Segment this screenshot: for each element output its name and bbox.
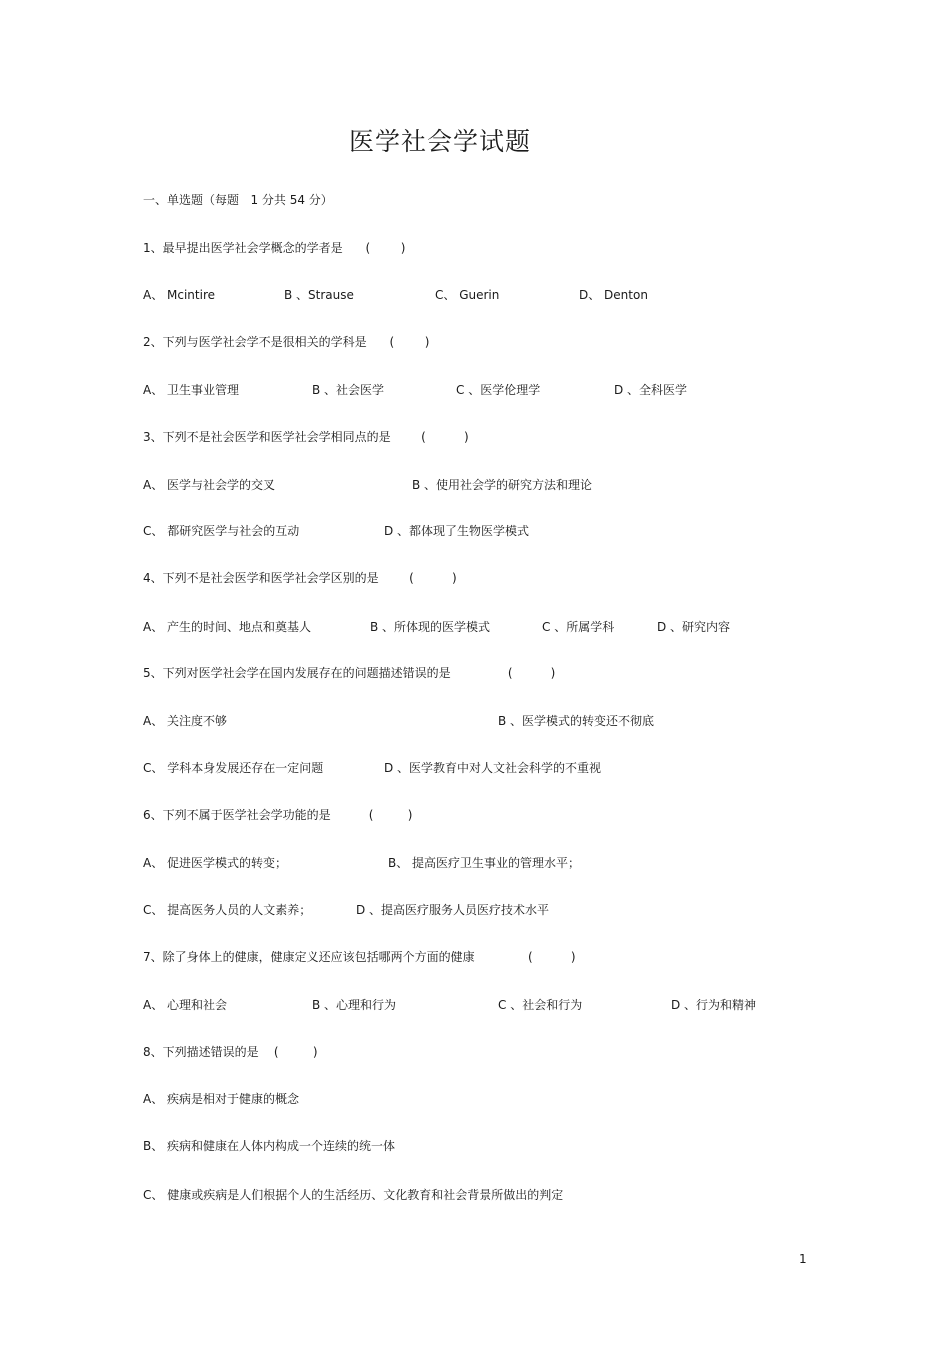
question-7-option-c: C 、社会和行为 — [498, 998, 583, 1012]
question-6-option-b: B、 提高医疗卫生事业的管理水平； — [388, 856, 581, 870]
question-2-option-d: D 、全科医学 — [614, 383, 688, 397]
question-5-stem: 5、下列对医学社会学在国内发展存在的问题描述错误的是 ( ) — [143, 666, 556, 680]
question-4-stem: 4、下列不是社会医学和医学社会学区别的是 ( ) — [143, 571, 457, 585]
question-5-option-a: A、 关注度不够 — [143, 714, 228, 728]
page-title: 医学社会学试题 — [348, 127, 531, 156]
question-1-option-a: A、 Mcintire — [143, 288, 216, 302]
question-3-option-d: D 、都体现了生物医学模式 — [384, 524, 530, 538]
question-5-option-c: C、 学科本身发展还存在一定问题 — [143, 761, 324, 775]
question-5-option-d: D 、医学教育中对人文社会科学的不重视 — [384, 761, 602, 775]
question-5-option-b: B 、医学模式的转变还不彻底 — [498, 714, 655, 728]
question-8-stem: 8、下列描述错误的是 ( ) — [143, 1045, 318, 1059]
question-6-option-a: A、 促进医学模式的转变； — [143, 856, 288, 870]
question-3-option-c: C、 都研究医学与社会的互动 — [143, 524, 300, 538]
question-8-option-a: A、 疾病是相对于健康的概念 — [143, 1092, 300, 1106]
question-4-option-d: D 、研究内容 — [657, 620, 731, 634]
question-3-stem: 3、下列不是社会医学和医学社会学相同点的是 ( ) — [143, 430, 469, 444]
question-2-option-b: B 、社会医学 — [312, 383, 385, 397]
question-7-stem: 7、除了身体上的健康，健康定义还应该包括哪两个方面的健康 ( ) — [143, 950, 576, 964]
question-6-option-c: C、 提高医务人员的人文素养； — [143, 903, 312, 917]
question-1-stem: 1、最早提出医学社会学概念的学者是 ( ) — [143, 241, 406, 255]
section-heading: 一、单选题（每题 1 分共 54 分） — [143, 193, 333, 207]
question-2-option-c: C 、医学伦理学 — [456, 383, 541, 397]
question-8-option-c: C、 健康或疾病是人们根据个人的生活经历、文化教育和社会背景所做出的判定 — [143, 1188, 564, 1202]
question-2-stem: 2、下列与医学社会学不是很相关的学科是 ( ) — [143, 335, 430, 349]
question-4-option-c: C 、所属学科 — [542, 620, 615, 634]
question-6-stem: 6、下列不属于医学社会学功能的是 ( ) — [143, 808, 413, 822]
question-3-option-b: B 、使用社会学的研究方法和理论 — [412, 478, 593, 492]
question-1-option-d: D、 Denton — [579, 288, 648, 302]
question-3-option-a: A、 医学与社会学的交叉 — [143, 478, 276, 492]
question-7-option-a: A、 心理和社会 — [143, 998, 228, 1012]
question-4-option-a: A、 产生的时间、地点和奠基人 — [143, 620, 312, 634]
question-6-option-d: D 、提高医疗服务人员医疗技术水平 — [356, 903, 550, 917]
question-7-option-d: D 、行为和精神 — [671, 998, 757, 1012]
question-4-option-b: B 、所体现的医学模式 — [370, 620, 491, 634]
page-number: 1 — [799, 1252, 807, 1266]
question-1-option-b: B 、Strause — [284, 288, 354, 302]
question-1-option-c: C、 Guerin — [435, 288, 500, 302]
question-8-option-b: B、 疾病和健康在人体内构成一个连续的统一体 — [143, 1139, 396, 1153]
question-7-option-b: B 、心理和行为 — [312, 998, 397, 1012]
question-2-option-a: A、 卫生事业管理 — [143, 383, 240, 397]
